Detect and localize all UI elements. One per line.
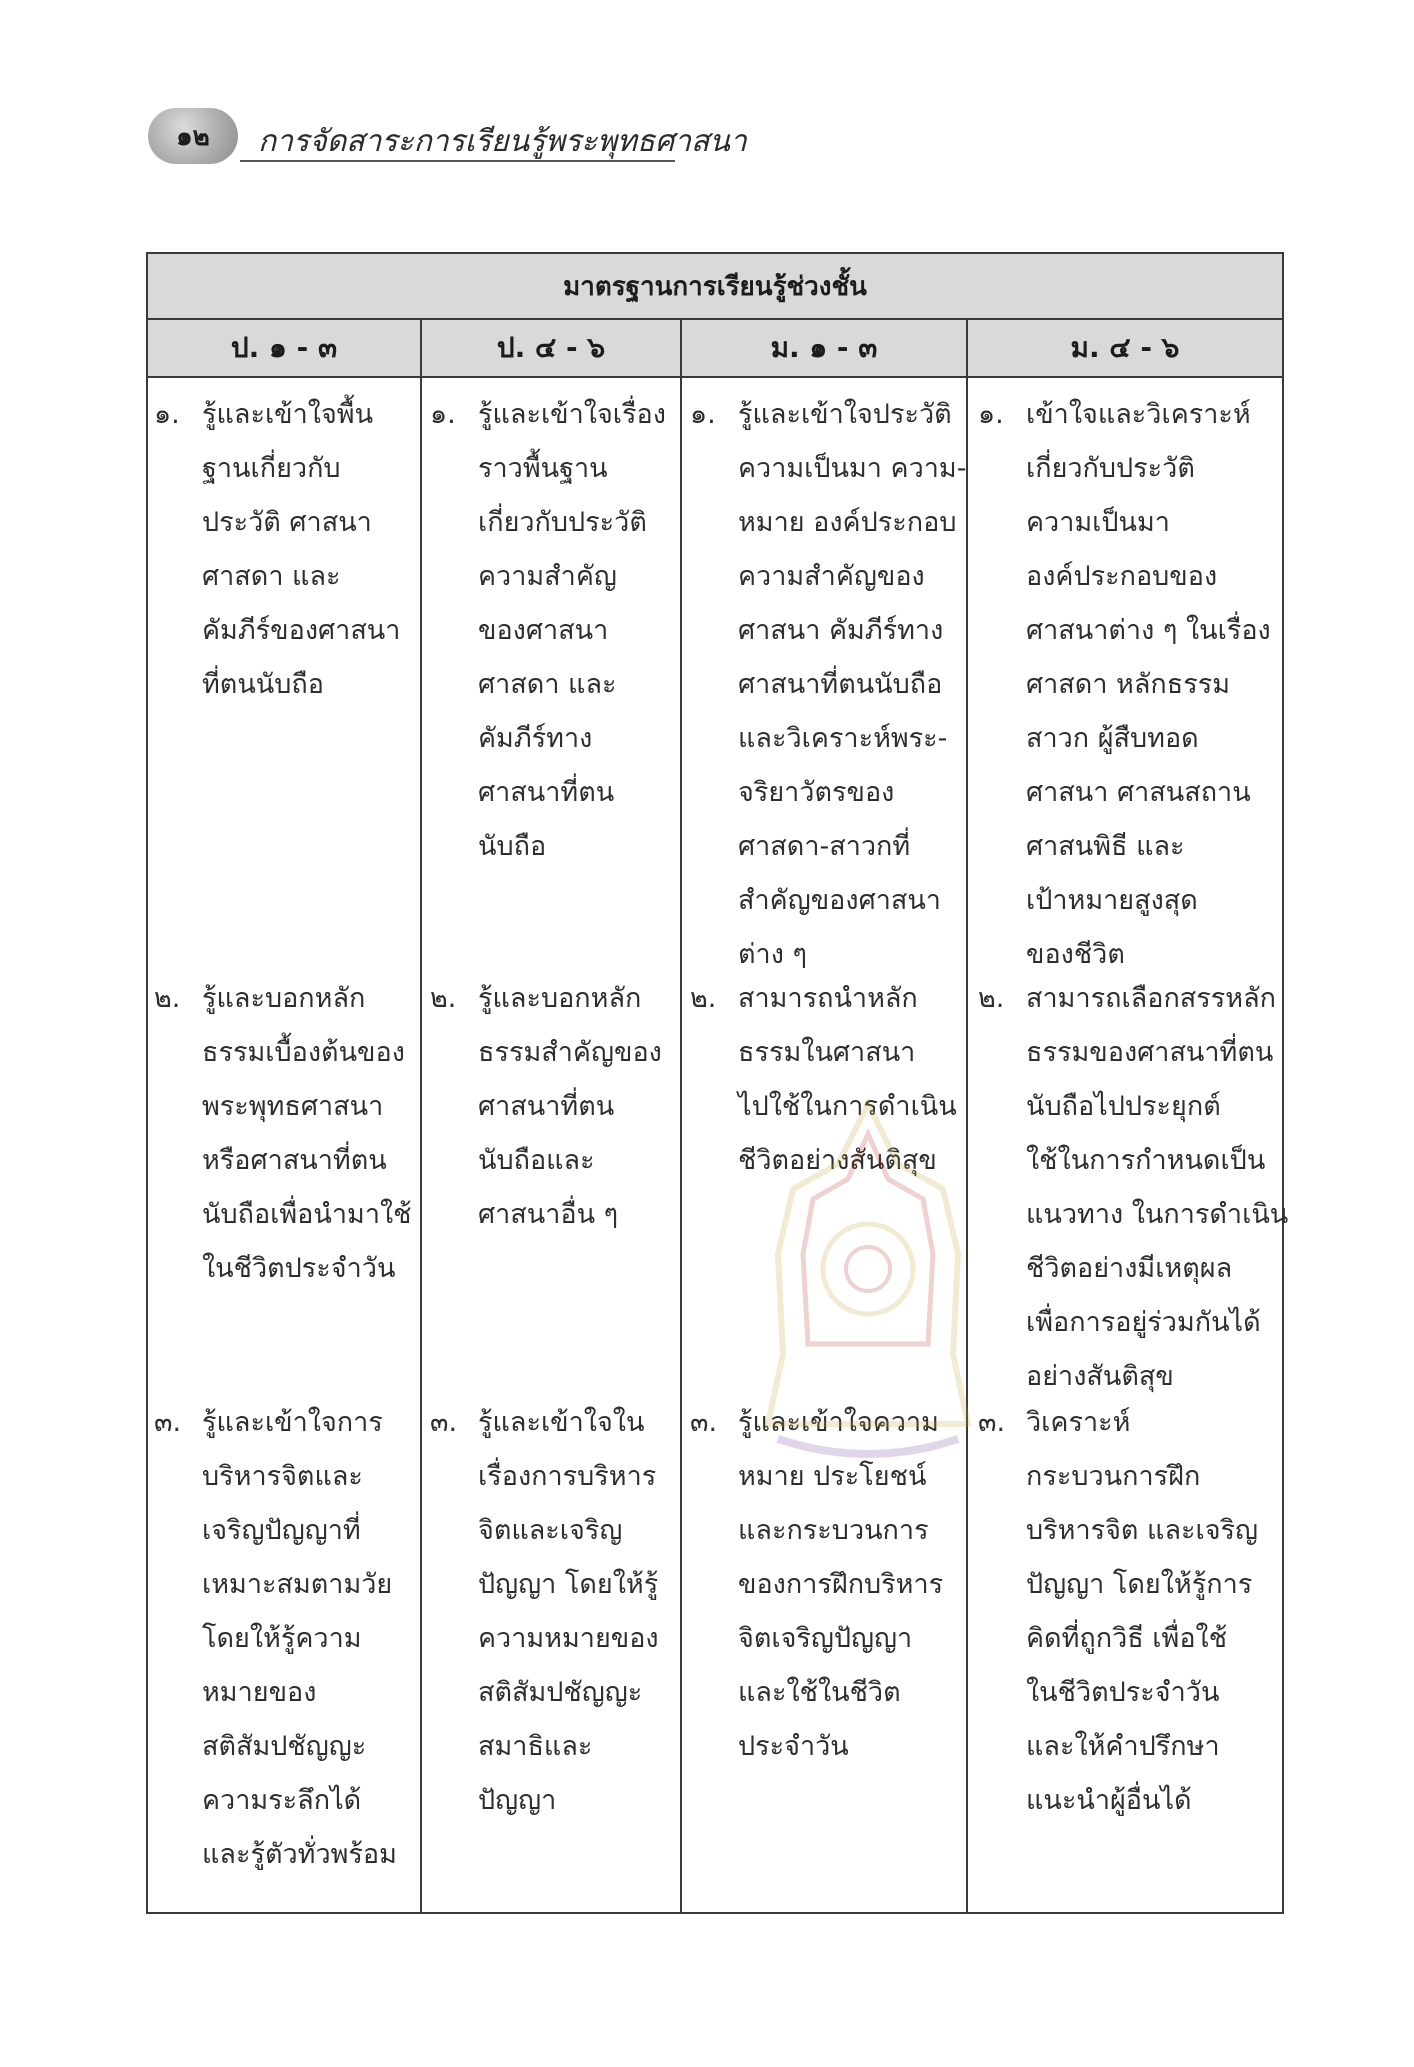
page-header xyxy=(0,0,1414,200)
column-header-m1-3: ม. ๑ - ๓ xyxy=(682,320,968,376)
item-number: ๑. xyxy=(430,399,456,430)
item-text xyxy=(478,388,672,874)
text-line: สามารถเลือกสรรหลัก xyxy=(1026,983,1276,1014)
text-line: ความเป็นมา xyxy=(1026,507,1170,538)
text-line: ไปใช้ในการดำเนิน xyxy=(738,1091,957,1122)
text-line: ฐานเกี่ยวกับ xyxy=(202,453,341,484)
table-cell xyxy=(690,1396,962,1774)
text-line: ศาสนาต่าง ๆ ในเรื่อง xyxy=(1026,615,1271,646)
text-line: แนะนำผู้อื่นได้ xyxy=(1026,1785,1192,1816)
text-line: เกี่ยวกับประวัติ xyxy=(1026,453,1195,484)
text-line: นับถือเพื่อนำมาใช้ xyxy=(202,1199,412,1230)
text-line: และวิเคราะห์พระ- xyxy=(738,723,948,754)
item-text xyxy=(738,972,958,1188)
text-line: เหมาะสมตามวัย xyxy=(202,1569,393,1600)
text-line: และใช้ในชีวิต xyxy=(738,1677,901,1708)
text-line: สำคัญของศาสนา xyxy=(738,885,941,916)
text-line: เพื่อการอยู่ร่วมกันได้ xyxy=(1026,1307,1261,1338)
text-line: ความหมายของ xyxy=(478,1623,659,1654)
text-line: นับถือไปประยุกต์ xyxy=(1026,1091,1221,1122)
text-line: แนวทาง ในการดำเนิน xyxy=(1026,1199,1289,1230)
text-line: ประจำวัน xyxy=(738,1731,849,1762)
table-cell xyxy=(978,388,1278,982)
text-line: ปัญญา โดยให้รู้การ xyxy=(1026,1569,1253,1600)
text-line: ศาสดา-สาวกที่ xyxy=(738,831,911,862)
text-line: สาวก ผู้สืบทอด xyxy=(1026,723,1199,754)
header-title: การจัดสาระการเรียนรู้พระพุทธศาสนา xyxy=(258,124,747,159)
text-line: ประวัติ ศาสนา xyxy=(202,507,372,538)
item-text xyxy=(1026,1396,1274,1828)
text-line: ธรรมสำคัญของ xyxy=(478,1037,662,1068)
text-line: ความเป็นมา ความ- xyxy=(738,453,967,484)
text-line: ต่าง ๆ xyxy=(738,939,807,970)
table-cell xyxy=(154,1396,416,1882)
text-line: ศาสดา และ xyxy=(478,669,617,700)
text-line: ศาสนาที่ตนนับถือ xyxy=(738,669,943,700)
table-title: มาตรฐานการเรียนรู้ช่วงชั้น xyxy=(148,254,1282,320)
text-line: รู้และเข้าใจการ xyxy=(202,1407,383,1438)
column-divider xyxy=(680,378,682,1914)
text-line: ศาสนาที่ตน xyxy=(478,1091,615,1122)
text-line: ปัญญา โดยให้รู้ xyxy=(478,1569,659,1600)
text-line: กระบวนการฝึก xyxy=(1026,1461,1201,1492)
text-line: ความสำคัญของ xyxy=(738,561,925,592)
table-cell xyxy=(430,972,676,1242)
item-text xyxy=(202,388,412,712)
item-text xyxy=(1026,972,1289,1404)
text-line: คิดที่ถูกวิธี เพื่อใช้ xyxy=(1026,1623,1228,1654)
text-line: และรู้ตัวทั่วพร้อม xyxy=(202,1839,397,1870)
text-line: ในชีวิตประจำวัน xyxy=(1026,1677,1220,1708)
item-text xyxy=(478,1396,672,1828)
text-line: บริหารจิต และเจริญ xyxy=(1026,1515,1259,1546)
text-line: สติสัมปชัญญะ xyxy=(478,1677,643,1708)
item-number: ๒. xyxy=(430,983,457,1014)
column-divider xyxy=(420,378,422,1914)
item-number: ๒. xyxy=(154,983,181,1014)
text-line: นับถือและ xyxy=(478,1145,595,1176)
table-cell xyxy=(978,1396,1278,1828)
text-line: คัมภีร์ของศาสนา xyxy=(202,615,401,646)
text-line: ความสำคัญ xyxy=(478,561,617,592)
item-number: ๓. xyxy=(690,1407,718,1438)
item-text xyxy=(738,388,967,982)
text-line: สมาธิและ xyxy=(478,1731,593,1762)
table-cell xyxy=(690,972,962,1188)
text-line: และให้คำปรึกษา xyxy=(1026,1731,1220,1762)
text-line: องค์ประกอบของ xyxy=(1026,561,1218,592)
column-header-m4-6: ม. ๔ - ๖ xyxy=(1070,331,1180,364)
text-line: วิเคราะห์ xyxy=(1026,1407,1131,1438)
text-line: เจริญปัญญาที่ xyxy=(202,1515,361,1546)
column-header-row xyxy=(148,320,1282,378)
text-line: สามารถนำหลัก xyxy=(738,983,918,1014)
item-number: ๓. xyxy=(430,1407,458,1438)
text-line: ศาสดา หลักธรรม xyxy=(1026,669,1231,700)
text-line: ในชีวิตประจำวัน xyxy=(202,1253,396,1284)
text-line: หมาย องค์ประกอบ xyxy=(738,507,957,538)
text-line: ศาสนา ศาสนสถาน xyxy=(1026,777,1251,808)
text-line: ศาสนพิธี และ xyxy=(1026,831,1185,862)
text-line: โดยให้รู้ความ xyxy=(202,1623,362,1654)
text-line: ใช้ในการกำหนดเป็น xyxy=(1026,1145,1266,1176)
item-number: ๑. xyxy=(690,399,716,430)
text-line: พระพุทธศาสนา xyxy=(202,1091,384,1122)
item-text xyxy=(478,972,672,1242)
standards-table xyxy=(146,252,1289,1914)
item-number: ๒. xyxy=(690,983,717,1014)
text-line: ธรรมเบื้องต้นของ xyxy=(202,1037,405,1068)
text-line: ปัญญา xyxy=(478,1785,557,1816)
item-text xyxy=(1026,388,1274,982)
text-line: รู้และบอกหลัก xyxy=(478,983,642,1014)
text-line: ชีวิตอย่างสันติสุข xyxy=(738,1145,937,1176)
text-line: ศาสนาที่ตน xyxy=(478,777,615,808)
text-line: ศาสดา และ xyxy=(202,561,341,592)
text-line: ของชีวิต xyxy=(1026,939,1125,970)
text-line: รู้และเข้าใจความ xyxy=(738,1407,939,1438)
text-line: รู้และเข้าใจเรื่อง xyxy=(478,399,666,430)
item-text xyxy=(202,972,412,1296)
header-rule xyxy=(240,160,675,162)
text-line: จริยาวัตรของ xyxy=(738,777,895,808)
item-number: ๑. xyxy=(978,399,1004,430)
text-line: อย่างสันติสุข xyxy=(1026,1361,1174,1392)
text-line: นับถือ xyxy=(478,831,547,862)
text-line: ความระลึกได้ xyxy=(202,1785,362,1816)
text-line: สติสัมปชัญญะ xyxy=(202,1731,367,1762)
item-number: ๓. xyxy=(154,1407,182,1438)
page-number-badge xyxy=(148,108,238,164)
text-line: เรื่องการบริหาร xyxy=(478,1461,657,1492)
text-line: ที่ตนนับถือ xyxy=(202,669,324,700)
text-line: รู้และบอกหลัก xyxy=(202,983,366,1014)
text-line: หมายของ xyxy=(202,1677,317,1708)
column-divider xyxy=(966,378,968,1914)
text-line: คัมภีร์ทาง xyxy=(478,723,593,754)
text-line: หมาย ประโยชน์ xyxy=(738,1461,927,1492)
table-cell xyxy=(430,388,676,874)
text-line: ธรรมของศาสนาที่ตน xyxy=(1026,1037,1274,1068)
table-cell xyxy=(690,388,967,982)
text-line: ศาสนาอื่น ๆ xyxy=(478,1199,619,1230)
table-cell xyxy=(430,1396,676,1828)
text-line: รู้และเข้าใจพื้น xyxy=(202,399,374,430)
column-header-p4-6: ป. ๔ - ๖ xyxy=(422,320,682,376)
text-line: รู้และเข้าใจประวัติ xyxy=(738,399,952,430)
text-line: ศาสนา คัมภีร์ทาง xyxy=(738,615,944,646)
text-line: ของการฝึกบริหาร xyxy=(738,1569,944,1600)
table-cell xyxy=(154,388,416,712)
item-text xyxy=(738,1396,958,1774)
text-line: จิตและเจริญ xyxy=(478,1515,623,1546)
text-line: เข้าใจและวิเคราะห์ xyxy=(1026,399,1251,430)
table-cell xyxy=(154,972,416,1296)
text-line: ของศาสนา xyxy=(478,615,609,646)
text-line: บริหารจิตและ xyxy=(202,1461,363,1492)
item-number: ๑. xyxy=(154,399,180,430)
text-line: เกี่ยวกับประวัติ xyxy=(478,507,647,538)
text-line: รู้และเข้าใจใน xyxy=(478,1407,645,1438)
text-line: จิตเจริญปัญญา xyxy=(738,1623,913,1654)
text-line: ราวพื้นฐาน xyxy=(478,453,608,484)
text-line: และกระบวนการ xyxy=(738,1515,929,1546)
text-line: เป้าหมายสูงสุด xyxy=(1026,885,1198,916)
text-line: หรือศาสนาที่ตน xyxy=(202,1145,387,1176)
table-cell xyxy=(978,972,1289,1404)
text-line: ธรรมในศาสนา xyxy=(738,1037,916,1068)
page-number: ๑๒ xyxy=(176,121,210,152)
column-header-p1-3: ป. ๑ - ๓ xyxy=(148,320,422,376)
item-text xyxy=(202,1396,412,1882)
item-number: ๓. xyxy=(978,1407,1006,1438)
item-number: ๒. xyxy=(978,983,1005,1014)
text-line: ชีวิตอย่างมีเหตุผล xyxy=(1026,1253,1233,1284)
